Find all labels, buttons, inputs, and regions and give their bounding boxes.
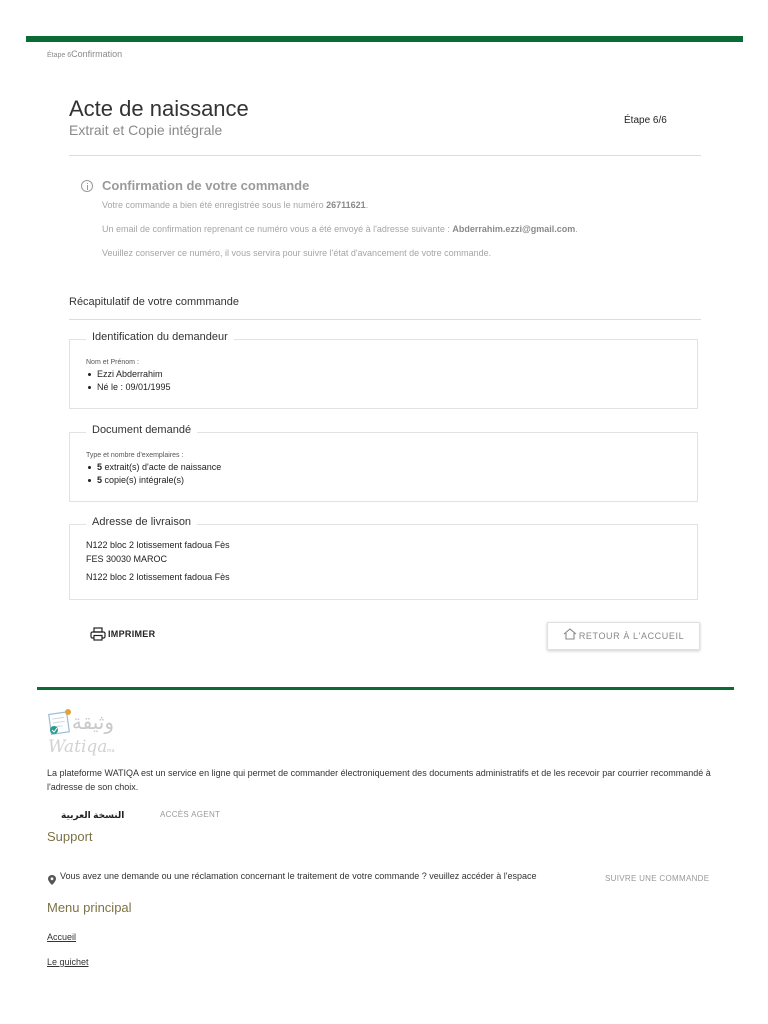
extract-count: 5 — [97, 462, 103, 472]
breadcrumb-step: Étape 6 — [47, 52, 72, 59]
recap-divider — [69, 319, 701, 320]
top-brand-bar — [26, 36, 743, 42]
confirmation-email: Abderrahim.ezzi@gmail.com — [452, 224, 576, 234]
email-line-prefix: Un email de confirmation reprenant ce numéro vous a été envoyé à l'adresse suivante : — [102, 224, 453, 234]
print-label: IMPRIMER — [108, 629, 156, 639]
confirmation-email-line — [102, 224, 578, 234]
document-list — [86, 461, 221, 487]
delivery-address-line-2: FES 30030 MAROC — [86, 554, 168, 564]
printer-icon — [90, 627, 106, 641]
home-icon — [563, 627, 577, 645]
header-divider — [69, 155, 701, 156]
footer-description: La plateforme WATIQA est un service en ligne qui permet de commander électroniquement des documents administratifs et de les recevoir par courrier recommandé à l'adresse de son choix. — [47, 768, 711, 792]
support-text: Vous avez une demande ou une réclamation concernant le traitement de votre commande ? veuillez accéder à l'espace — [60, 871, 537, 881]
location-pin-icon — [48, 872, 56, 882]
logo-latin: Watiqa — [48, 737, 108, 757]
page-subtitle: Extrait et Copie intégrale — [69, 122, 223, 138]
confirmation-title: Confirmation de votre commande — [102, 178, 310, 193]
email-line-suffix: . — [575, 224, 578, 234]
applicant-name: Ezzi Abderrahim — [86, 368, 171, 381]
copy-count: 5 — [97, 475, 103, 485]
footer-brand-bar — [37, 687, 734, 690]
info-icon — [81, 180, 93, 192]
delivery-fieldset — [69, 516, 698, 600]
step-indicator: Étape 6/6 — [624, 115, 667, 126]
track-order-link[interactable]: SUIVRE UNE COMMANDE — [605, 874, 710, 883]
confirmation-keep-line: Veuillez conserver ce numéro, il vous servira pour suivre l'état d'avancement de votre commande. — [102, 248, 492, 258]
delivery-address-line-1: N122 bloc 2 lotissement fadoua Fès — [86, 540, 230, 550]
recap-title: Récapitulatif de votre commmande — [69, 296, 239, 308]
order-line-suffix: . — [365, 200, 369, 210]
applicant-name-label: Nom et Prénom : — [86, 359, 139, 366]
logo-arabic: وثيقة — [71, 710, 114, 734]
order-number: 26711621 — [326, 200, 366, 210]
delivery-legend: Adresse de livraison — [86, 516, 197, 528]
applicant-legend: Identification du demandeur — [86, 331, 234, 343]
document-fieldset — [69, 424, 698, 502]
back-home-button[interactable] — [547, 622, 700, 650]
arabic-version-link[interactable]: النسخة العربية — [61, 810, 125, 820]
document-type-label: Type et nombre d'exemplaires : — [86, 452, 184, 459]
support-heading: Support — [47, 829, 93, 844]
copy-text: copie(s) intégrale(s) — [102, 475, 185, 485]
document-legend: Document demandé — [86, 424, 197, 436]
delivery-address-line-3: N122 bloc 2 lotissement fadoua Fès — [86, 572, 230, 582]
confirmation-order-line — [102, 200, 368, 210]
agent-access-link[interactable]: ACCÈS AGENT — [160, 810, 221, 819]
document-item-extract — [86, 461, 221, 474]
extract-text: extrait(s) d'acte de naissance — [102, 462, 222, 472]
back-home-label: RETOUR À L'ACCUEIL — [578, 631, 685, 641]
page-title: Acte de naissance — [69, 96, 249, 121]
logo-suffix: .ma — [105, 748, 115, 754]
applicant-fieldset — [69, 331, 698, 409]
menu-link-counter[interactable]: Le guichet — [47, 957, 89, 967]
breadcrumb — [47, 49, 122, 59]
document-item-copy — [86, 474, 221, 487]
main-menu-heading: Menu principal — [47, 900, 132, 915]
breadcrumb-current: Confirmation — [71, 49, 123, 59]
order-line-prefix: Votre commande a bien été enregistrée sous le numéro — [102, 200, 327, 210]
applicant-birthdate: Né le : 09/01/1995 — [86, 381, 171, 394]
menu-link-home[interactable]: Accueil — [47, 932, 77, 942]
watiqa-logo — [46, 705, 126, 759]
applicant-list — [86, 368, 171, 394]
print-button[interactable] — [90, 626, 155, 642]
